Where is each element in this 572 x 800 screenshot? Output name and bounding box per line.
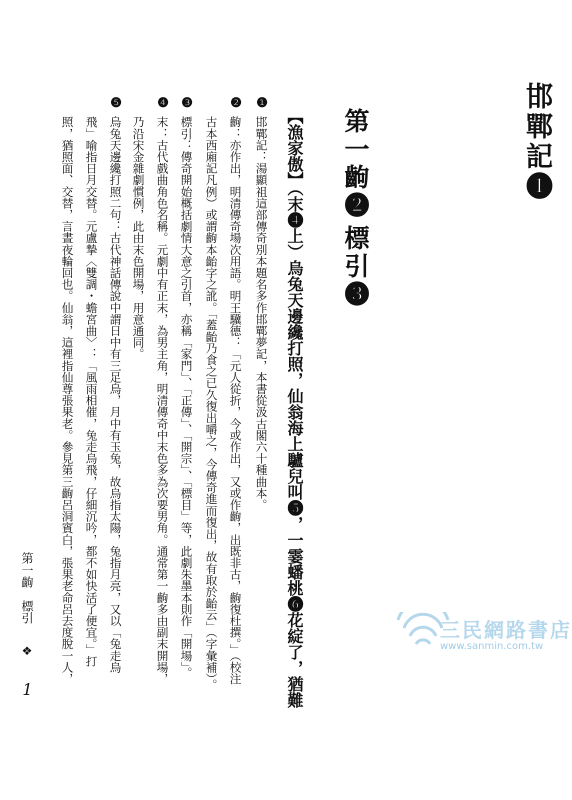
note-4 [156, 96, 170, 111]
chapter-heading: 第一齣❷ [341, 108, 370, 220]
running-head-chapter: 第一齣 標引 [20, 552, 34, 624]
note-3 [180, 96, 194, 111]
note-number: ❷ [228, 96, 244, 111]
note-4-line-1: 末：古代戲曲角色名稱。元劇中有正末，為男主角，明清傳奇中末色多為次要男角。通常第一齣多由副末開場， [155, 116, 170, 685]
watermark-name: 三民網路書店 [440, 618, 572, 642]
aria-role: （末❹上） [285, 188, 304, 260]
note-number: ❸ [179, 96, 195, 111]
note-5-line-3: 照，猶照面、交替，言晝夜輪回也。仙翁，這裡指仙尊張果老。參見第三齣呂洞賓白，張果老命呂去度脫一人， [60, 116, 75, 685]
note-number: ❹ [155, 96, 171, 111]
note-5-line-1: 烏兔天邊纔打照二句：古代神話傳說中謂日中有三足烏，月中有玉兔，故烏指太陽，兔指月亮，又以「兔走烏 [108, 116, 123, 673]
diamond-bullet-icon: ❖ [20, 644, 34, 658]
note-1-line-1: 邯鄲記：湯顯祖這部傳奇別本題名多作邯鄲夢記，本書從汲古閣六十種曲本。 [254, 116, 269, 511]
book-title: 邯鄲記❶ [521, 82, 552, 202]
note-1 [255, 96, 269, 111]
note-2-line-2: 古本西廂記凡例）或謂齣本齝字之訛。「蓋齝乃食之已久復出嚼之，今傳奇進而復出，故有取於齝云」（字彙補）。 [204, 116, 219, 691]
note-number: ❺ [108, 96, 124, 111]
chapter-subheading: 標引❸ [341, 225, 370, 309]
note-4-line-2: 乃沿宋金雜劇慣例，此由末色開場，用意通同。 [131, 116, 146, 360]
aria-text: 烏兔天邊纔打照，仙翁海上驢兒叫❺，一霎蟠桃❻花綻了，猶難 [285, 260, 304, 708]
note-3-line-1: 標引：傳奇開始概括劇情大意之引首，亦稱「家門」、「正傳」、「開宗」、「標目」等，此劇朱墨本則作「開場」。 [179, 116, 194, 679]
running-head [19, 552, 35, 699]
note-5 [109, 96, 123, 111]
watermark-url: www.sanmin.com.tw [440, 641, 544, 652]
aria-label: 【漁家傲】 [285, 108, 304, 188]
aria-line [286, 108, 302, 708]
note-5-line-2: 飛」喻指日月交替。元盧摯〈雙調・蟾宮曲〉：「風雨相催，兔走烏飛，仔細沉吟，都不如快活了便宜。」打 [84, 116, 99, 667]
note-number: ❶ [254, 96, 270, 111]
page-number: 1 [18, 680, 37, 699]
note-2 [229, 96, 243, 111]
note-2-line-1: 齣：亦作出，明清傳奇場次用語。明王驥德：「元人從折，今或作出，又或作齣，出既非古，齣復杜撰。」（校注 [228, 116, 243, 685]
